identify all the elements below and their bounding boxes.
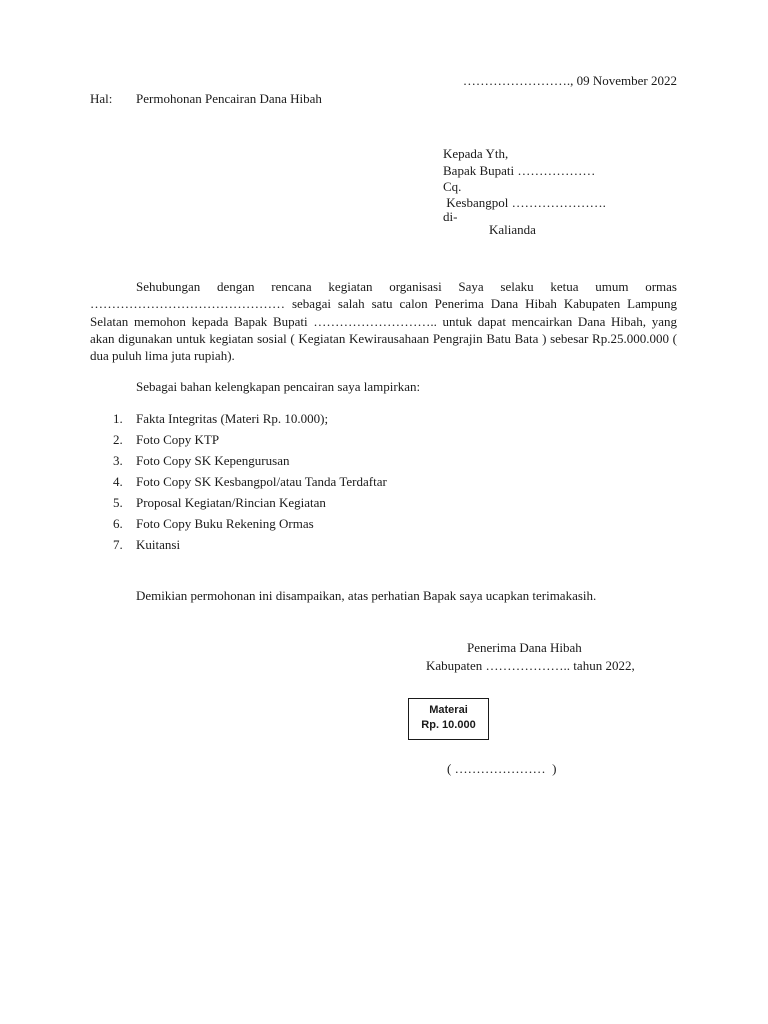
address-line-cq: Cq. xyxy=(443,179,462,194)
list-item-text: Proposal Kegiatan/Rincian Kegiatan xyxy=(136,495,326,510)
list-item-number: 5. xyxy=(113,495,123,510)
address-line-city: Kalianda xyxy=(489,222,536,237)
list-item-text: Foto Copy KTP xyxy=(136,432,220,447)
subject-value: Permohonan Pencairan Dana Hibah xyxy=(136,91,322,106)
signer-kabupaten-line: Kabupaten ……………….. tahun 2022, xyxy=(426,658,635,673)
body-paragraph-attachments-intro: Sebagai bahan kelengkapan pencairan saya lampirkan: xyxy=(136,379,421,394)
signer-title: Penerima Dana Hibah xyxy=(467,640,582,655)
signer-name-placeholder: ( ………………… ) xyxy=(447,761,557,776)
list-item xyxy=(90,411,387,432)
list-item-number: 1. xyxy=(113,411,123,426)
address-line-kesbangpol: Kesbangpol …………………. xyxy=(443,195,606,210)
letter-date: ……………………., 09 November 2022 xyxy=(462,73,677,88)
address-line-di: di- xyxy=(443,209,458,224)
materai-stamp-box xyxy=(408,698,489,740)
list-item xyxy=(90,537,387,558)
body-paragraph-request: Sehubungan dengan rencana kegiatan organisasi Saya selaku ketua umum ormas ……………………………………… sebagai salah satu calon Penerima Dana Hibah Kabupaten Lampung Selatan memohon kepada Bapak Bupati ……………………….. untuk dapat mencairkan Dana Hibah, yang akan digunakan untuk kegiatan sosial ( Kegiatan Kewirausahaan Pengrajin Batu Bata ) sebesar Rp.25.000.000 ( dua puluh lima juta rupiah). xyxy=(90,279,677,364)
list-item-text: Foto Copy SK Kesbangpol/atau Tanda Terdaftar xyxy=(136,474,387,489)
list-item-text: Fakta Integritas (Materi Rp. 10.000); xyxy=(136,411,329,426)
list-item-number: 2. xyxy=(113,432,123,447)
list-item-text: Foto Copy SK Kepengurusan xyxy=(136,453,290,468)
materai-label: Materai xyxy=(429,704,468,716)
list-item-number: 4. xyxy=(113,474,123,489)
closing-sentence: Demikian permohonan ini disampaikan, atas perhatian Bapak saya ucapkan terimakasih. xyxy=(136,588,597,603)
address-line-bupati: Bapak Bupati ……………… xyxy=(443,163,596,178)
attachment-list xyxy=(90,411,387,558)
list-item xyxy=(90,516,387,537)
list-item-number: 3. xyxy=(113,453,123,468)
list-item-text: Kuitansi xyxy=(136,537,181,552)
list-item xyxy=(90,453,387,474)
list-item xyxy=(90,495,387,516)
list-item-text: Foto Copy Buku Rekening Ormas xyxy=(136,516,314,531)
list-item xyxy=(90,432,387,453)
list-item-number: 6. xyxy=(113,516,123,531)
list-item-number: 7. xyxy=(113,537,123,552)
subject-label: Hal: xyxy=(90,91,113,106)
address-line-salutation: Kepada Yth, xyxy=(443,146,509,161)
list-item xyxy=(90,474,387,495)
materai-value: Rp. 10.000 xyxy=(421,719,476,731)
